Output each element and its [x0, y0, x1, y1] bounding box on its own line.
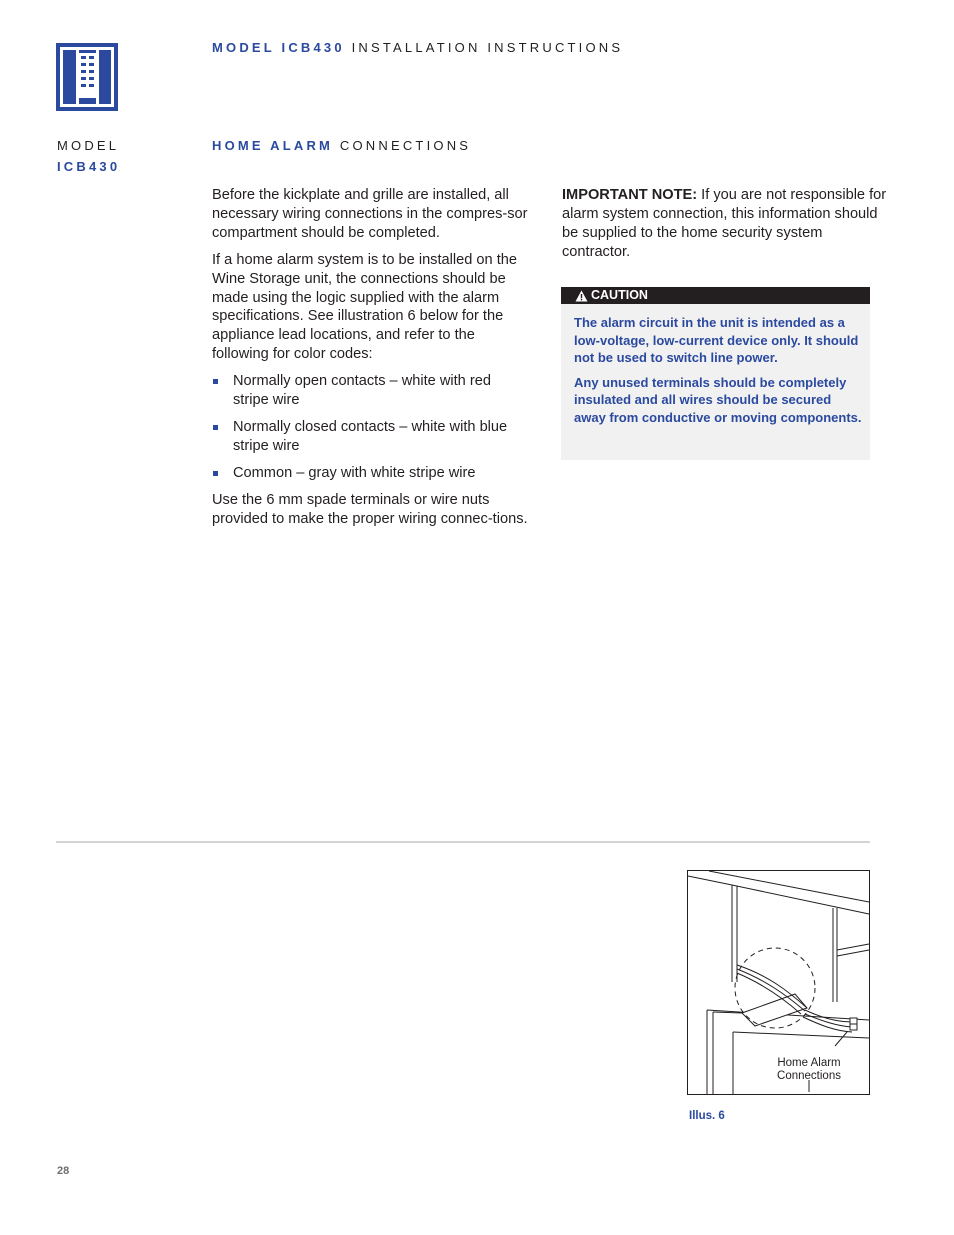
- section-divider: [56, 841, 870, 843]
- important-note: [562, 186, 892, 262]
- sidebar-model-label: MODEL: [57, 138, 120, 153]
- bullet-icon: [213, 425, 218, 430]
- bullet-icon: [213, 471, 218, 476]
- paragraph-alarm: If a home alarm system is to be installed on the Wine Storage unit, the connections should be made using the logic supplied with the alarm specifications. See illustration 6 below for the appliance lead locations, and refer to the following for color codes:: [212, 251, 517, 363]
- list-item: Normally open contacts – white with red stripe wire: [212, 372, 530, 410]
- important-note-text: If you are not responsible for alarm system connection, this information should be supplied to the home security system contractor.: [562, 187, 887, 260]
- caution-label: CAUTION: [591, 288, 648, 302]
- section-title: [212, 138, 471, 153]
- header-title: [212, 40, 623, 55]
- caution-text-1: The alarm circuit in the unit is intended as a low-voltage, low-current device only. It should not be used to switch line power.: [574, 315, 859, 366]
- bullet-icon: [213, 379, 218, 384]
- illustration-caption: Illus. 6: [689, 1110, 725, 1122]
- important-note-label: IMPORTANT NOTE:: [562, 187, 698, 203]
- right-column: [562, 186, 892, 262]
- home-alarm-illustration: [687, 870, 870, 1095]
- paragraph-intro: Before the kickplate and grille are installed, all necessary wiring connections in the compres-sor compartment should be completed.: [212, 187, 528, 241]
- caution-text-2: Any unused terminals should be completely insulated and all wires should be secured away from conductive or moving components.: [574, 374, 862, 425]
- page-number: 28: [57, 1165, 70, 1177]
- warning-triangle-icon: [575, 290, 588, 302]
- color-code-list: [212, 372, 530, 483]
- left-column: [212, 186, 530, 537]
- list-item: Normally closed contacts – white with blue stripe wire: [212, 418, 530, 456]
- paragraph-terminals: Use the 6 mm spade terminals or wire nuts provided to make the proper wiring connec-tions.: [212, 491, 528, 527]
- wine-storage-logo-icon: [56, 43, 118, 111]
- section-title-bold: HOME ALARM: [212, 138, 334, 153]
- caution-box: [561, 287, 870, 460]
- caution-header: [561, 287, 870, 304]
- header-title-rest: INSTALLATION INSTRUCTIONS: [351, 40, 624, 55]
- caution-body: [561, 304, 870, 427]
- section-title-rest: CONNECTIONS: [339, 138, 472, 153]
- illustration-label-line2: Connections: [777, 1070, 841, 1082]
- illustration-label-line1: Home Alarm: [777, 1057, 841, 1069]
- header-model: MODEL ICB430: [212, 40, 345, 55]
- list-item: Common – gray with white stripe wire: [212, 464, 530, 483]
- sidebar-model-id: ICB430: [57, 159, 121, 174]
